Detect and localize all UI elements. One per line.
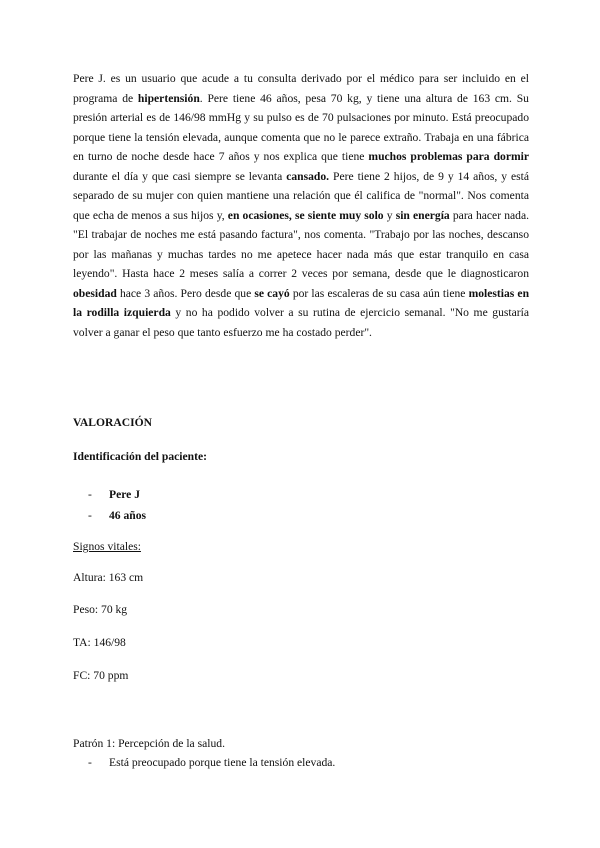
- patient-name: Pere J: [109, 488, 141, 501]
- bullet-dash: -: [88, 488, 92, 501]
- vital-sign-weight: Peso: 70 kg: [73, 603, 128, 616]
- case-text: . Pere tiene 46 años, pesa 70 kg, y tiene una altura de 163 cm. Su presión arterial es de 146/98 mmHg y su pulso es de 70 pulsaciones por minuto. Está preocupado porque tiene la tensión elevada, aunque comenta que no le parece extraño. Trabaja en una fábrica en turno de noche desde hace 7 años y nos explica que tiene: [73, 91, 529, 163]
- case-highlight: muchos problemas para dormir: [368, 150, 529, 163]
- case-highlight: molestias en la rodilla izquierda: [73, 286, 530, 319]
- section-heading: VALORACIÓN: [73, 416, 153, 429]
- vital-signs-title: Signos vitales:: [73, 540, 141, 553]
- case-description-paragraph: [73, 69, 529, 342]
- bullet-dash: -: [88, 756, 92, 769]
- case-highlight: cansado.: [286, 169, 330, 183]
- case-text: y: [383, 208, 396, 222]
- list-item: [88, 484, 146, 505]
- case-highlight: hipertensión: [137, 91, 200, 105]
- bullet-dash: -: [88, 509, 92, 522]
- case-text: hace 3 años. Pero desde que: [116, 286, 255, 300]
- vital-sign-height: Altura: 163 cm: [73, 571, 144, 584]
- patient-id-heading: Identificación del paciente:: [73, 450, 207, 463]
- case-text: Pere J. es un usuario que acude a tu consulta derivado por el médico para ser incluido en el programa de: [73, 72, 529, 105]
- list-item: [88, 756, 335, 769]
- patient-id-list: [88, 484, 146, 526]
- pattern-title: Patrón 1: Percepción de la salud.: [73, 737, 225, 750]
- list-item: [88, 505, 146, 526]
- case-highlight: en ocasiones, se siente muy solo: [227, 208, 384, 222]
- vital-sign-heart-rate: FC: 70 ppm: [73, 669, 129, 682]
- case-highlight: sin energía: [395, 208, 450, 222]
- case-text: y no ha podido volver a su rutina de ejercicio semanal. "No me gustaría volver a ganar el peso que tanto esfuerzo me ha costado perder".: [73, 306, 529, 339]
- case-text: por las escaleras de su casa aún tiene: [289, 286, 469, 300]
- case-text: Pere tiene 2 hijos, de 9 y 14 años, y está separado de su mujer con quien mantiene una relación que él califica de "normal". Nos comenta que echa de menos a sus hijos y,: [73, 169, 529, 222]
- patient-age: 46 años: [109, 509, 147, 522]
- case-highlight: se cayó: [254, 286, 290, 300]
- pattern-item-text: Está preocupado porque tiene la tensión elevada.: [109, 756, 336, 769]
- case-text: durante el día y que casi siempre se levanta: [73, 169, 287, 183]
- case-highlight: obesidad: [73, 286, 117, 300]
- case-text: para hacer nada. "El trabajar de noches me está pasando factura", nos comenta. "Trabajo por las noches, descanso por las mañanas y muchas tardes no me apetece hacer nada más que estar tranquilo en casa leyendo". Hasta hace 2 meses salía a correr 2 veces por semana, desde que le diagnosticaron: [73, 208, 529, 280]
- vital-sign-blood-pressure: TA: 146/98: [73, 636, 126, 649]
